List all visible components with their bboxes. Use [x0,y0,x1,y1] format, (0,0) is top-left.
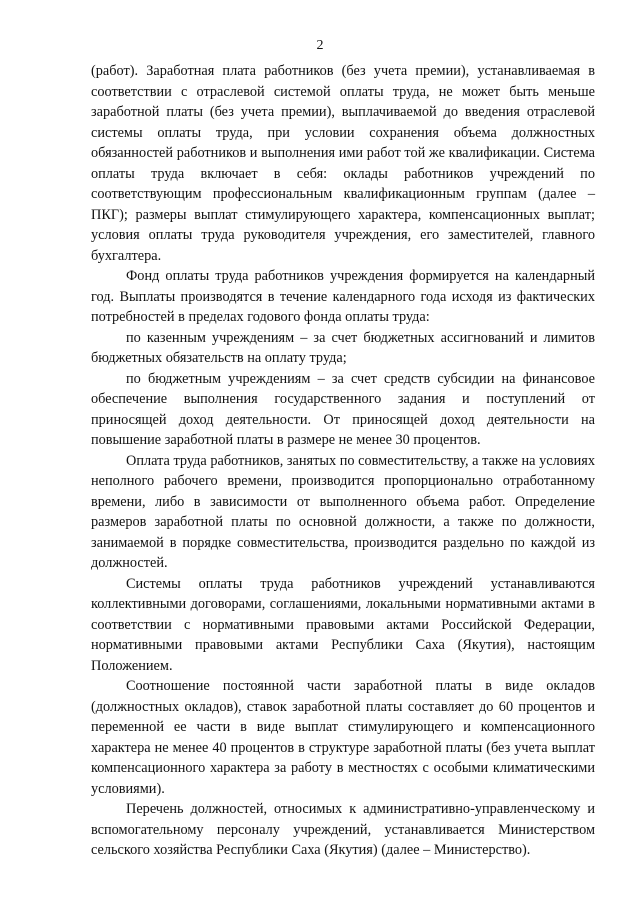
paragraph: Системы оплаты труда работников учреждений устанавливаются коллективными договорами, соглашениями, локальными нормативными актами в соответствии с нормативными правовыми актами Российской Федерации, нормативными правовыми актами Республики Саха (Якутия), настоящим Положением. [91,575,595,674]
paragraph: Оплата труда работников, занятых по совместительству, а также на условиях неполного рабочего времени, производится пропорционально отработанному времени, либо в зависимости от выполненного объема работ. Определение размеров заработной платы по основной должности, а также по должности, занимаемой в порядке совместительства, производится раздельно по каждой из должностей. [91,452,595,571]
paragraph: по казенным учреждениям – за счет бюджетных ассигнований и лимитов бюджетных обязательств на оплату труда; [91,329,595,366]
page-number: 2 [316,38,324,53]
paragraph: Соотношение постоянной части заработной платы в виде окладов (должностных окладов), ставок заработной платы составляет до 60 процентов и переменной ее части в виде выплат стимулирующего и компенсационного характера не менее 40 процентов в структуре заработной платы (без учета выплат компенсационного характера за работу в местностях с особыми климатическими условиями). [91,678,595,797]
paragraph: по бюджетным учреждениям – за счет средств субсидии на финансовое обеспечение выполнения государственного задания и поступлений от приносящей доход деятельности. От приносящей доход деятельности на повышение заработной платы в размере не менее 30 процентов. [91,370,595,448]
paragraph: Перечень должностей, относимых к административно-управленческому и вспомогательному персоналу учреждений, устанавливается Министерством сельского хозяйства Республики Саха (Якутия) (далее – Министерство). [91,801,595,858]
paragraph: (работ). Заработная плата работников (без учета премии), устанавливаемая в соответствии с отраслевой системой оплаты труда, не может быть меньше заработной платы (без учета премии), выплачиваемой до введения отраслевой системы оплаты труда, при условии сохранения объема должностных обязанностей работников и выполнения ими работ той же квалификации. Система оплаты труда включает в себя: оклады работников учреждений по соответствующим профессиональным квалификационным группам (далее – ПКГ); размеры выплат стимулирующего характера, компенсационных выплат; условия оплаты труда руководителя учреждения, его заместителей, главного бухгалтера. [91,63,595,264]
paragraph: Фонд оплаты труда работников учреждения формируется на календарный год. Выплаты производятся в течение календарного года исходя из фактических потребностей в пределах годового фонда оплаты труда: [91,268,595,325]
document-body [91,61,595,861]
